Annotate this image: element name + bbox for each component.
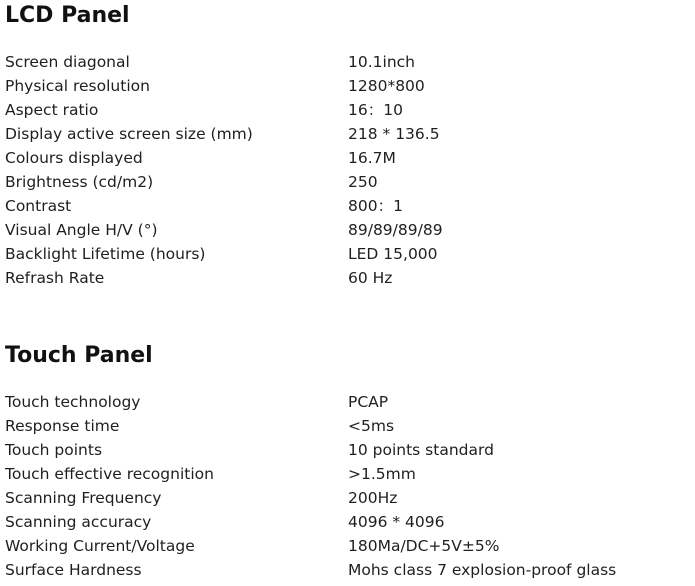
spec-value: PCAP — [348, 393, 389, 411]
spec-label: Scanning Frequency — [5, 489, 162, 507]
spec-row-brightness — [0, 170, 695, 194]
spec-label: Response time — [5, 417, 120, 435]
spec-value: 89/89/89/89 — [348, 221, 443, 239]
spec-value: 4096 * 4096 — [348, 513, 445, 531]
spec-value: >1.5mm — [348, 465, 416, 483]
spec-row-scanning-accuracy — [0, 510, 695, 534]
spec-label: Screen diagonal — [5, 53, 130, 71]
spec-row-contrast — [0, 194, 695, 218]
spec-row-visual-angle — [0, 218, 695, 242]
touch-spec-table — [0, 390, 695, 582]
spec-row-colours-displayed — [0, 146, 695, 170]
spec-row-active-screen-size — [0, 122, 695, 146]
spec-value: 10 points standard — [348, 441, 494, 459]
spec-label: Touch technology — [5, 393, 141, 411]
spec-value: <5ms — [348, 417, 395, 435]
spec-label: Backlight Lifetime (hours) — [5, 245, 206, 263]
spec-row-touch-technology — [0, 390, 695, 414]
spec-value: LED 15,000 — [348, 245, 438, 263]
spec-label: Display active screen size (mm) — [5, 125, 253, 143]
spec-row-surface-hardness — [0, 558, 695, 582]
spec-row-response-time — [0, 414, 695, 438]
spec-label: Touch points — [5, 441, 103, 459]
spec-value: 250 — [348, 173, 378, 191]
spec-value: 16.7M — [348, 149, 396, 167]
spec-label: Contrast — [5, 197, 72, 215]
spec-row-refresh-rate — [0, 266, 695, 290]
lcd-panel-heading: LCD Panel — [5, 3, 130, 28]
spec-value: 200Hz — [348, 489, 398, 507]
spec-label: Physical resolution — [5, 77, 150, 95]
spec-value: 1280*800 — [348, 77, 425, 95]
spec-label: Colours displayed — [5, 149, 143, 167]
spec-value: 60 Hz — [348, 269, 393, 287]
spec-value: 16：10 — [348, 101, 403, 119]
spec-value: 218 * 136.5 — [348, 125, 440, 143]
spec-row-working-current-voltage — [0, 534, 695, 558]
touch-panel-heading: Touch Panel — [5, 343, 153, 368]
spec-row-backlight-lifetime — [0, 242, 695, 266]
spec-row-physical-resolution — [0, 74, 695, 98]
spec-row-scanning-frequency — [0, 486, 695, 510]
spec-label: Brightness (cd/m2) — [5, 173, 154, 191]
spec-value: 800：1 — [348, 197, 403, 215]
spec-row-screen-diagonal — [0, 50, 695, 74]
spec-row-touch-points — [0, 438, 695, 462]
spec-value: 10.1inch — [348, 53, 415, 71]
spec-label: Scanning accuracy — [5, 513, 152, 531]
spec-value: 180Ma/DC+5V±5% — [348, 537, 500, 555]
lcd-spec-table — [0, 50, 695, 290]
spec-label: Touch effective recognition — [5, 465, 214, 483]
spec-value: Mohs class 7 explosion-proof glass — [348, 561, 617, 579]
spec-row-touch-recognition — [0, 462, 695, 486]
spec-label: Surface Hardness — [5, 561, 142, 579]
spec-label: Visual Angle H/V (°) — [5, 221, 158, 239]
spec-label: Aspect ratio — [5, 101, 99, 119]
spec-row-aspect-ratio — [0, 98, 695, 122]
spec-label: Refrash Rate — [5, 269, 105, 287]
spec-label: Working Current/Voltage — [5, 537, 195, 555]
